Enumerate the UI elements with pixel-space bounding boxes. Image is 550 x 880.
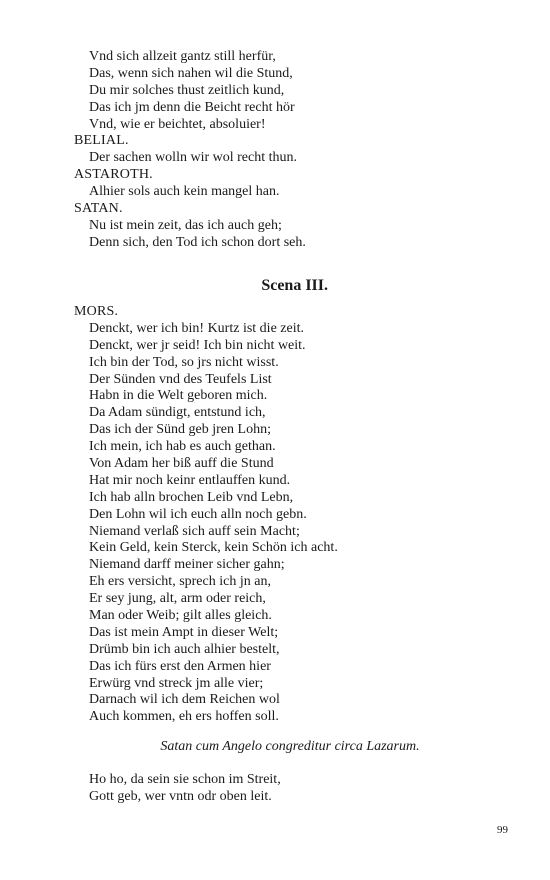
speaker-name: ASTAROTH. [74, 167, 153, 183]
verse-line: Das ist mein Ampt in dieser Welt; [89, 624, 279, 640]
dialogue-section-1 [0, 49, 550, 252]
verse-line: Das ich fürs erst den Armen hier [89, 658, 271, 674]
verse-line: Das, wenn sich nahen wil die Stund, [89, 65, 293, 81]
verse-line: Den Lohn wil ich euch alln noch gebn. [89, 506, 307, 522]
verse-line: Von Adam her biß auff die Stund [89, 456, 274, 472]
verse-line: Darnach wil ich dem Reichen wol [89, 692, 280, 708]
verse-line: Vnd, wie er beichtet, absoluier! [89, 116, 266, 132]
verse-line: Erwürg vnd streck jm alle vier; [89, 675, 264, 691]
verse-line: Eh ers versicht, sprech ich jn an, [89, 574, 271, 590]
page-number: 99 [497, 824, 508, 836]
dialogue-section-2 [0, 304, 550, 726]
verse-line: Denckt, wer jr seid! Ich bin nicht weit. [89, 337, 306, 353]
verse-line: Er sey jung, alt, arm oder reich, [89, 591, 266, 607]
dialogue-section-3 [0, 772, 550, 806]
verse-line: Denckt, wer ich bin! Kurtz ist die zeit. [89, 320, 304, 336]
verse-line: Niemand verlaß sich auff sein Macht; [89, 523, 300, 539]
verse-line: Niemand darff meiner sicher gahn; [89, 557, 285, 573]
verse-line: Alhier sols auch kein mangel han. [89, 184, 280, 200]
speaker-name: SATAN. [74, 201, 123, 217]
scene-heading: Scena III. [261, 277, 328, 294]
verse-line: Hat mir noch keinr entlauffen kund. [89, 472, 291, 488]
verse-line: Kein Geld, kein Sterck, kein Schön ich acht. [89, 540, 338, 556]
verse-line: Ich hab alln brochen Leib vnd Lebn, [89, 489, 294, 505]
verse-line: Gott geb, wer vntn odr oben leit. [89, 788, 272, 804]
verse-line: Du mir solches thust zeitlich kund, [89, 82, 285, 98]
verse-line: Ich mein, ich hab es auch gethan. [89, 439, 276, 455]
verse-line: Man oder Weib; gilt alles gleich. [89, 608, 272, 624]
verse-line: Drümb bin ich auch alhier bestelt, [89, 641, 280, 657]
speaker-name: MORS. [74, 304, 119, 319]
verse-line: Nu ist mein zeit, das ich auch geh; [89, 217, 282, 233]
verse-line: Denn sich, den Tod ich schon dort seh. [89, 234, 306, 250]
verse-line: Vnd sich allzeit gantz still herfür, [89, 49, 276, 64]
verse-line: Der sachen wolln wir wol recht thun. [89, 150, 297, 166]
verse-line: Ich bin der Tod, so jrs nicht wisst. [89, 354, 279, 370]
verse-line: Der Sünden vnd des Teufels List [89, 371, 272, 387]
verse-line: Habn in die Welt geboren mich. [89, 388, 268, 404]
verse-line: Das ich jm denn die Beicht recht hör [89, 99, 295, 115]
verse-line: Das ich der Sünd geb jren Lohn; [89, 422, 271, 438]
speaker-name: BELIAL. [74, 133, 129, 149]
verse-line: Da Adam sündigt, entstund ich, [89, 405, 266, 421]
verse-line: Auch kommen, eh ers hoffen soll. [89, 709, 279, 725]
verse-line: Ho ho, da sein sie schon im Streit, [89, 772, 281, 787]
stage-direction: Satan cum Angelo congreditur circa Lazarum. [160, 739, 420, 754]
